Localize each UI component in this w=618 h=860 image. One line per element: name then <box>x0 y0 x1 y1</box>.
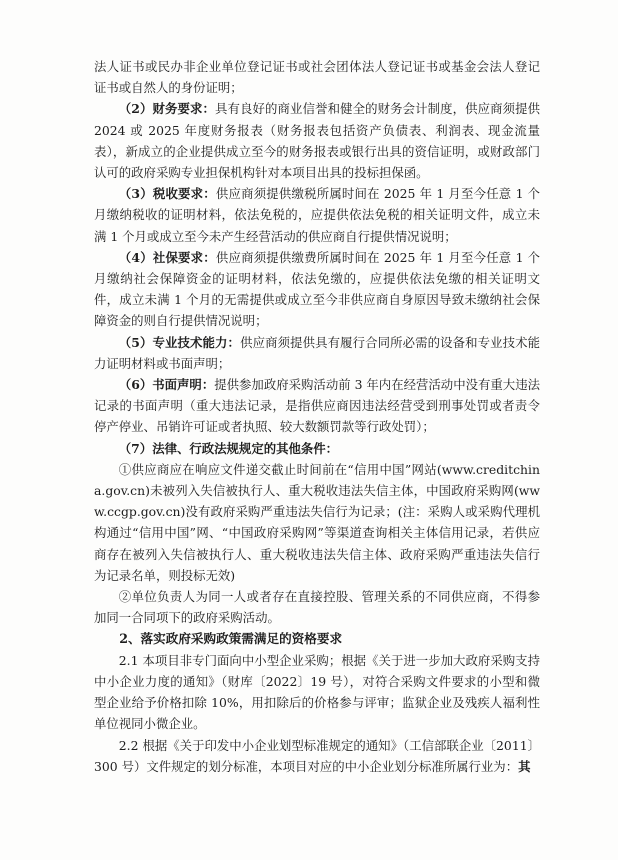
paragraph-credit-record <box>94 459 540 586</box>
clause-text: 提供参加政府采购活动前 3 年内在经营活动中没有重大违法记录的书面声明（重大违法记录，是指供应商因违法经营受到刑事处罚或者责令停产停业、吊销许可证或者执照、较大数额罚款等行政处罚）； <box>94 377 540 435</box>
clause-label: （2）财务要求： <box>118 101 216 117</box>
clause-text: 具有良好的商业信誉和健全的财务会计制度，供应商须提供 2024 或 2025 年度财务报表（财务报表包括资产负债表、利润表、现金流量表），新成立的企业提供成立至今的财务报表或银行出具的资信证明，或财政部门认可的政府采购专业担保机构针对本项目出具的投标担保函。 <box>94 101 540 181</box>
paragraph-same-responsible-person <box>94 586 540 628</box>
paragraph-sme-policy <box>94 650 540 735</box>
clause-text: 2.2 根据《关于印发中小企业划型标准规定的通知》（工信部联企业〔2011〕300 号）文件规定的划分标准，本项目对应的中小企业划分标准所属行业为： <box>94 737 540 774</box>
paragraph-written-statement <box>94 374 540 438</box>
clause-text: 供应商须提供缴税所属时间在 2025 年 1 月至今任意 1 个月缴纳税收的证明材料，依法免税的，应提供依法免税的相关证明文件，成立未满 1 个月或成立至今未产生经营活动的供应商自行提供情况说明； <box>94 186 540 244</box>
paragraph-sme-classification <box>94 735 540 777</box>
paragraph-financial-requirements <box>94 98 540 183</box>
section-heading: 2、落实政府采购政策需满足的资格要求 <box>119 631 343 647</box>
paragraph-social-security-requirements <box>94 247 540 332</box>
clause-label: （5）专业技术能力： <box>118 334 241 350</box>
clause-label: （7）法律、行政法规规定的其他条件： <box>118 440 339 456</box>
paragraph-text: 法人证书或民办非企业单位登记证书或社会团体法人登记证书或基金会法人登记证书或自然人的身份证明； <box>94 59 540 96</box>
clause-label: （6）书面声明： <box>118 377 215 393</box>
clause-text: 2.1 本项目非专门面向中小型企业采购；根据《关于进一步加大政府采购支持中小企业力度的通知》（财库〔2022〕19 号），对符合采购文件要求的小型和微型企业给予价格扣除 10%，用扣除后的价格参与评审；监狱企业及残疾人福利性单位视同小微企业。 <box>94 652 540 732</box>
clause-text: 供应商须提供具有履行合同所必需的设备和专业技术能力证明材料或书面声明； <box>94 334 541 371</box>
clause-text: ②单位负责人为同一人或者存在直接控股、管理关系的不同供应商，不得参加同一合同项下的政府采购活动。 <box>94 589 540 626</box>
paragraph-certificates <box>94 56 540 98</box>
clause-label: （3）税收要求： <box>118 186 216 202</box>
clause-label: （4）社保要求： <box>118 249 216 265</box>
clause-tail: 其 <box>518 758 531 774</box>
clause-text: 供应商须提供缴费所属时间在 2025 年 1 月至今任意 1 个月缴纳社会保障资金的证明材料，依法免缴的，应提供依法免缴的相关证明文件，成立未满 1 个月的无需提供或成立至今非供应商自身原因导致未缴纳社会保障资金的则自行提供情况说明； <box>94 249 540 329</box>
clause-text: ①供应商应在响应文件递交截止时间前在“信用中国”网站(www.creditchina.gov.cn)未被列入失信被执行人、重大税收违法失信主体，中国政府采购网(www.ccgp.gov.cn)没有政府采购严重违法失信行为记录；(注：采购人或采购代理机构通过“信用中国”网、“中国政府采购网”等渠道查询相关主体信用记录，若供应商存在被列入失信被执行人、重大税收违法失信主体、政府采购严重违法失信行为记录名单，则投标无效) <box>94 461 540 583</box>
paragraph-other-conditions-heading <box>94 438 540 459</box>
paragraph-technical-capability <box>94 332 540 374</box>
paragraph-tax-requirements <box>94 183 540 247</box>
document-body <box>94 56 540 777</box>
